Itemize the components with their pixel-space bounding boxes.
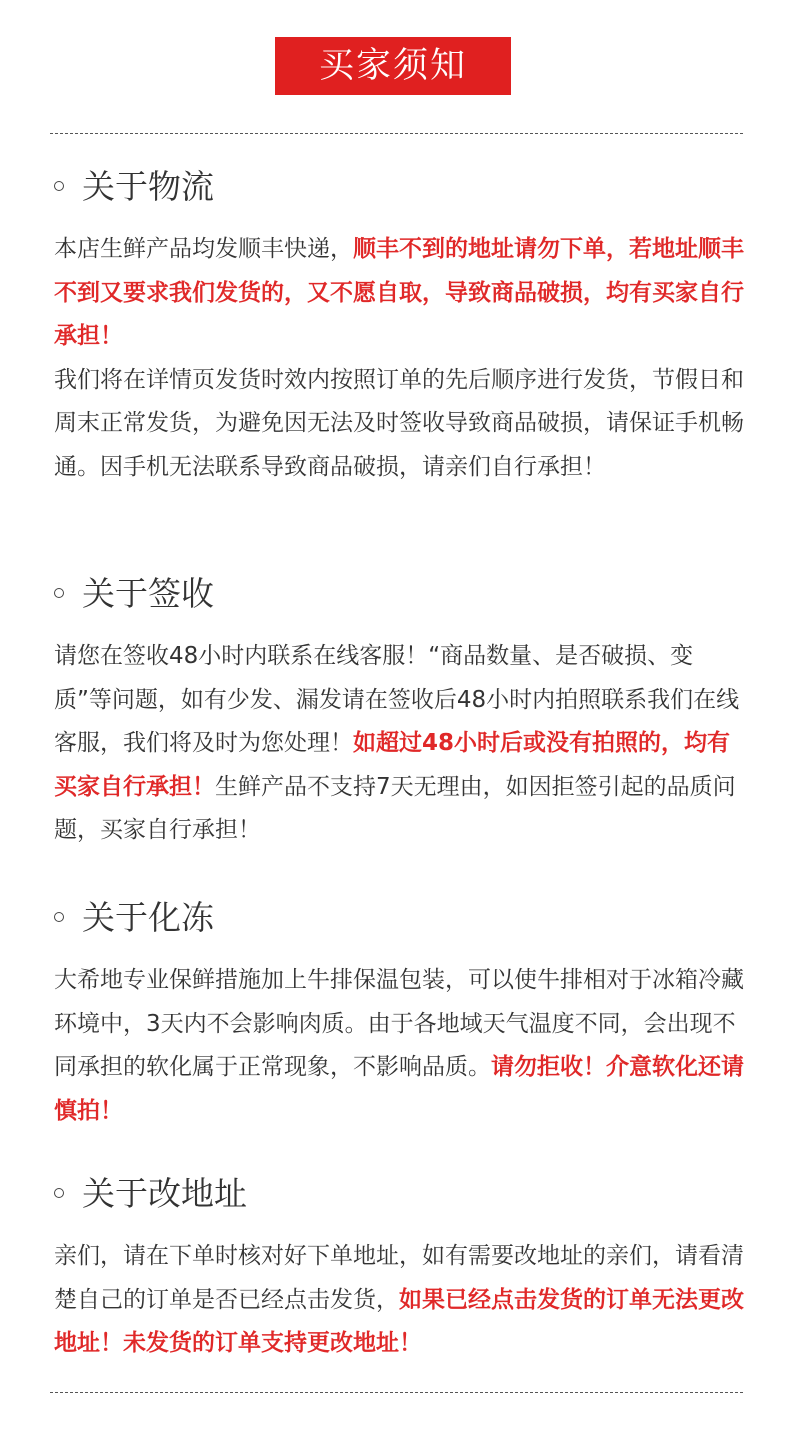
top-divider xyxy=(50,133,743,134)
bottom-divider xyxy=(50,1392,743,1393)
page-title-banner: 买家须知 xyxy=(275,37,511,95)
normal-text: 亲们，请在下单时核对好下单地址，如有需要改地址的亲们，请看清楚自己的订单是否已经点击发货， xyxy=(54,1243,744,1313)
section-address-change xyxy=(54,1169,744,1366)
normal-text: 生鲜产品不支持7天无理由，如因拒签引起的品质问题，买家自行承担！ xyxy=(54,773,736,843)
warning-text: 如果已经点击发货的订单无法更改地址！未发货的订单支持更改地址！ xyxy=(54,1286,744,1356)
paragraph-shipping xyxy=(54,359,744,490)
warning-text: 如超过48小时后或没有拍照的，均有买家自行承担！ xyxy=(54,730,731,800)
normal-text: 我们将在详情页发货时效内按照订单的先后顺序进行发货，节假日和周末正常发货，为避免因无法及时签收导致商品破损，请保证手机畅通。因手机无法联系导致商品破损，请亲们自行承担！ xyxy=(54,366,744,480)
section-logistics xyxy=(54,162,744,489)
heading-label: 关于物流 xyxy=(82,167,214,206)
bullet-circle-icon xyxy=(54,181,64,191)
paragraph-policy xyxy=(54,228,744,359)
section-heading xyxy=(54,1169,744,1219)
bullet-circle-icon xyxy=(54,588,64,598)
paragraph-receipt xyxy=(54,635,744,853)
warning-text: 顺丰不到的地址请勿下单，若地址顺丰不到又要求我们发货的，又不愿自取，导致商品破损，均有买家自行承担！ xyxy=(54,236,744,349)
section-heading xyxy=(54,162,744,212)
section-heading xyxy=(54,569,744,619)
normal-text: 请您在签收48小时内联系在线客服！“商品数量、是否破损、变质”等问题，如有少发、漏发请在签收后48小时内拍照联系我们在线客服，我们将及时为您处理！ xyxy=(54,643,740,756)
heading-label: 关于化冻 xyxy=(82,898,214,937)
heading-label: 关于改地址 xyxy=(82,1174,247,1213)
heading-label: 关于签收 xyxy=(82,574,214,613)
paragraph-address xyxy=(54,1235,744,1366)
paragraph-thawing xyxy=(54,959,744,1133)
normal-text: 大希地专业保鲜措施加上牛排保温包装，可以使牛排相对于冰箱冷藏环境中，3天内不会影响肉质。由于各地域天气温度不同，会出现不同承担的软化属于正常现象，不影响品质。 xyxy=(54,967,744,1080)
section-thawing xyxy=(54,893,744,1133)
normal-text: 本店生鲜产品均发顺丰快递， xyxy=(54,236,353,262)
section-heading xyxy=(54,893,744,943)
bullet-circle-icon xyxy=(54,1188,64,1198)
section-receipt xyxy=(54,569,744,853)
warning-text: 请勿拒收！介意软化还请慎拍！ xyxy=(54,1054,744,1124)
bullet-circle-icon xyxy=(54,912,64,922)
